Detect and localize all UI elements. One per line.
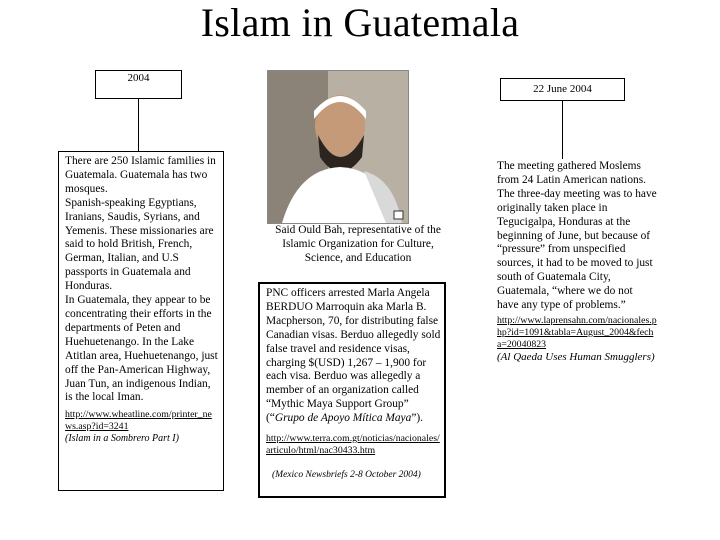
photo-caption <box>272 224 444 266</box>
center-article-end: ”). <box>411 412 424 425</box>
center-source-link[interactable]: http://www.terra.com.gt/noticias/nacionales/articulo/html/nac30433.htm <box>266 433 440 457</box>
center-article-group-name: Grupo de Apoyo Mítica Maya <box>274 412 412 425</box>
center-source-title: (Mexico Newsbriefs 2-8 October 2004) <box>272 470 421 481</box>
connector-line-left <box>138 98 139 151</box>
right-paragraph: The meeting gathered Moslems from 24 Latin American nations. The three-day meeting was to have originally taken place in Tegucigalpa, Honduras at the beginning of June, but because of “pressure” from unspecified sources, it had to be moved to just south of Guatemala City, Guatemala, “where we do not have any type of problems.” <box>497 160 657 312</box>
date-box-left <box>95 70 182 99</box>
page-title: Islam in Guatemala <box>200 0 520 45</box>
date-box-right <box>500 78 625 101</box>
left-source-link[interactable]: http://www.wheatline.com/printer_news.asp?id=3241 <box>65 409 212 433</box>
center-article <box>266 287 441 426</box>
portrait-photo <box>267 70 409 224</box>
center-article-main: PNC officers arrested Marla Angela BERDUO Marroquin aka Marla B. Macpherson, 70, for distributing false Canadian visas. Berduo allegedly sold false travel and residence visas, charging $(USD) 1,267 – 1,900 for each visa. Berduo was allegedly a member of an organization called “Mythic Maya Support Group” (“ <box>266 287 441 425</box>
left-source-title: (Islam in a Sombrero Part I) <box>65 433 179 445</box>
photo-caption-text: Said Ould Bah, representative of the Islamic Organization for Culture, Science, and Education <box>275 224 441 264</box>
date-label-right: 22 June 2004 <box>533 83 592 95</box>
right-source-title: (Al Qaeda Uses Human Smugglers) <box>497 350 655 363</box>
text-block-right <box>497 160 657 364</box>
left-paragraph-3: In Guatemala, they appear to be concentrating their efforts in the departments of Peten and Huehuetenango. In the Lake Atitlan area, Huehuetenango, just off the Pan-American Highway, Juan Tun, an indigenous Indian, is the local Iman. <box>65 294 218 404</box>
connector-line-right <box>562 100 563 159</box>
date-label-left: 2004 <box>127 72 150 84</box>
left-paragraph-2: Spanish-speaking Egyptians, Iranians, Saudis, Syrians, and Yemenis. These missionaries are said to hold British, French, German, Italian, and U.S passports in Guatemala and Honduras. <box>65 196 214 293</box>
portrait-illustration <box>268 71 408 223</box>
text-box-left <box>58 151 224 491</box>
right-source-link[interactable]: http://www.laprensahn.com/nacionales.php?id=1091&tabla=August_2004&fecha=20040823 <box>497 314 657 350</box>
text-box-center <box>258 282 446 498</box>
left-paragraph-1: There are 250 Islamic families in Guatemala. Guatemala has two mosques. <box>65 155 216 195</box>
